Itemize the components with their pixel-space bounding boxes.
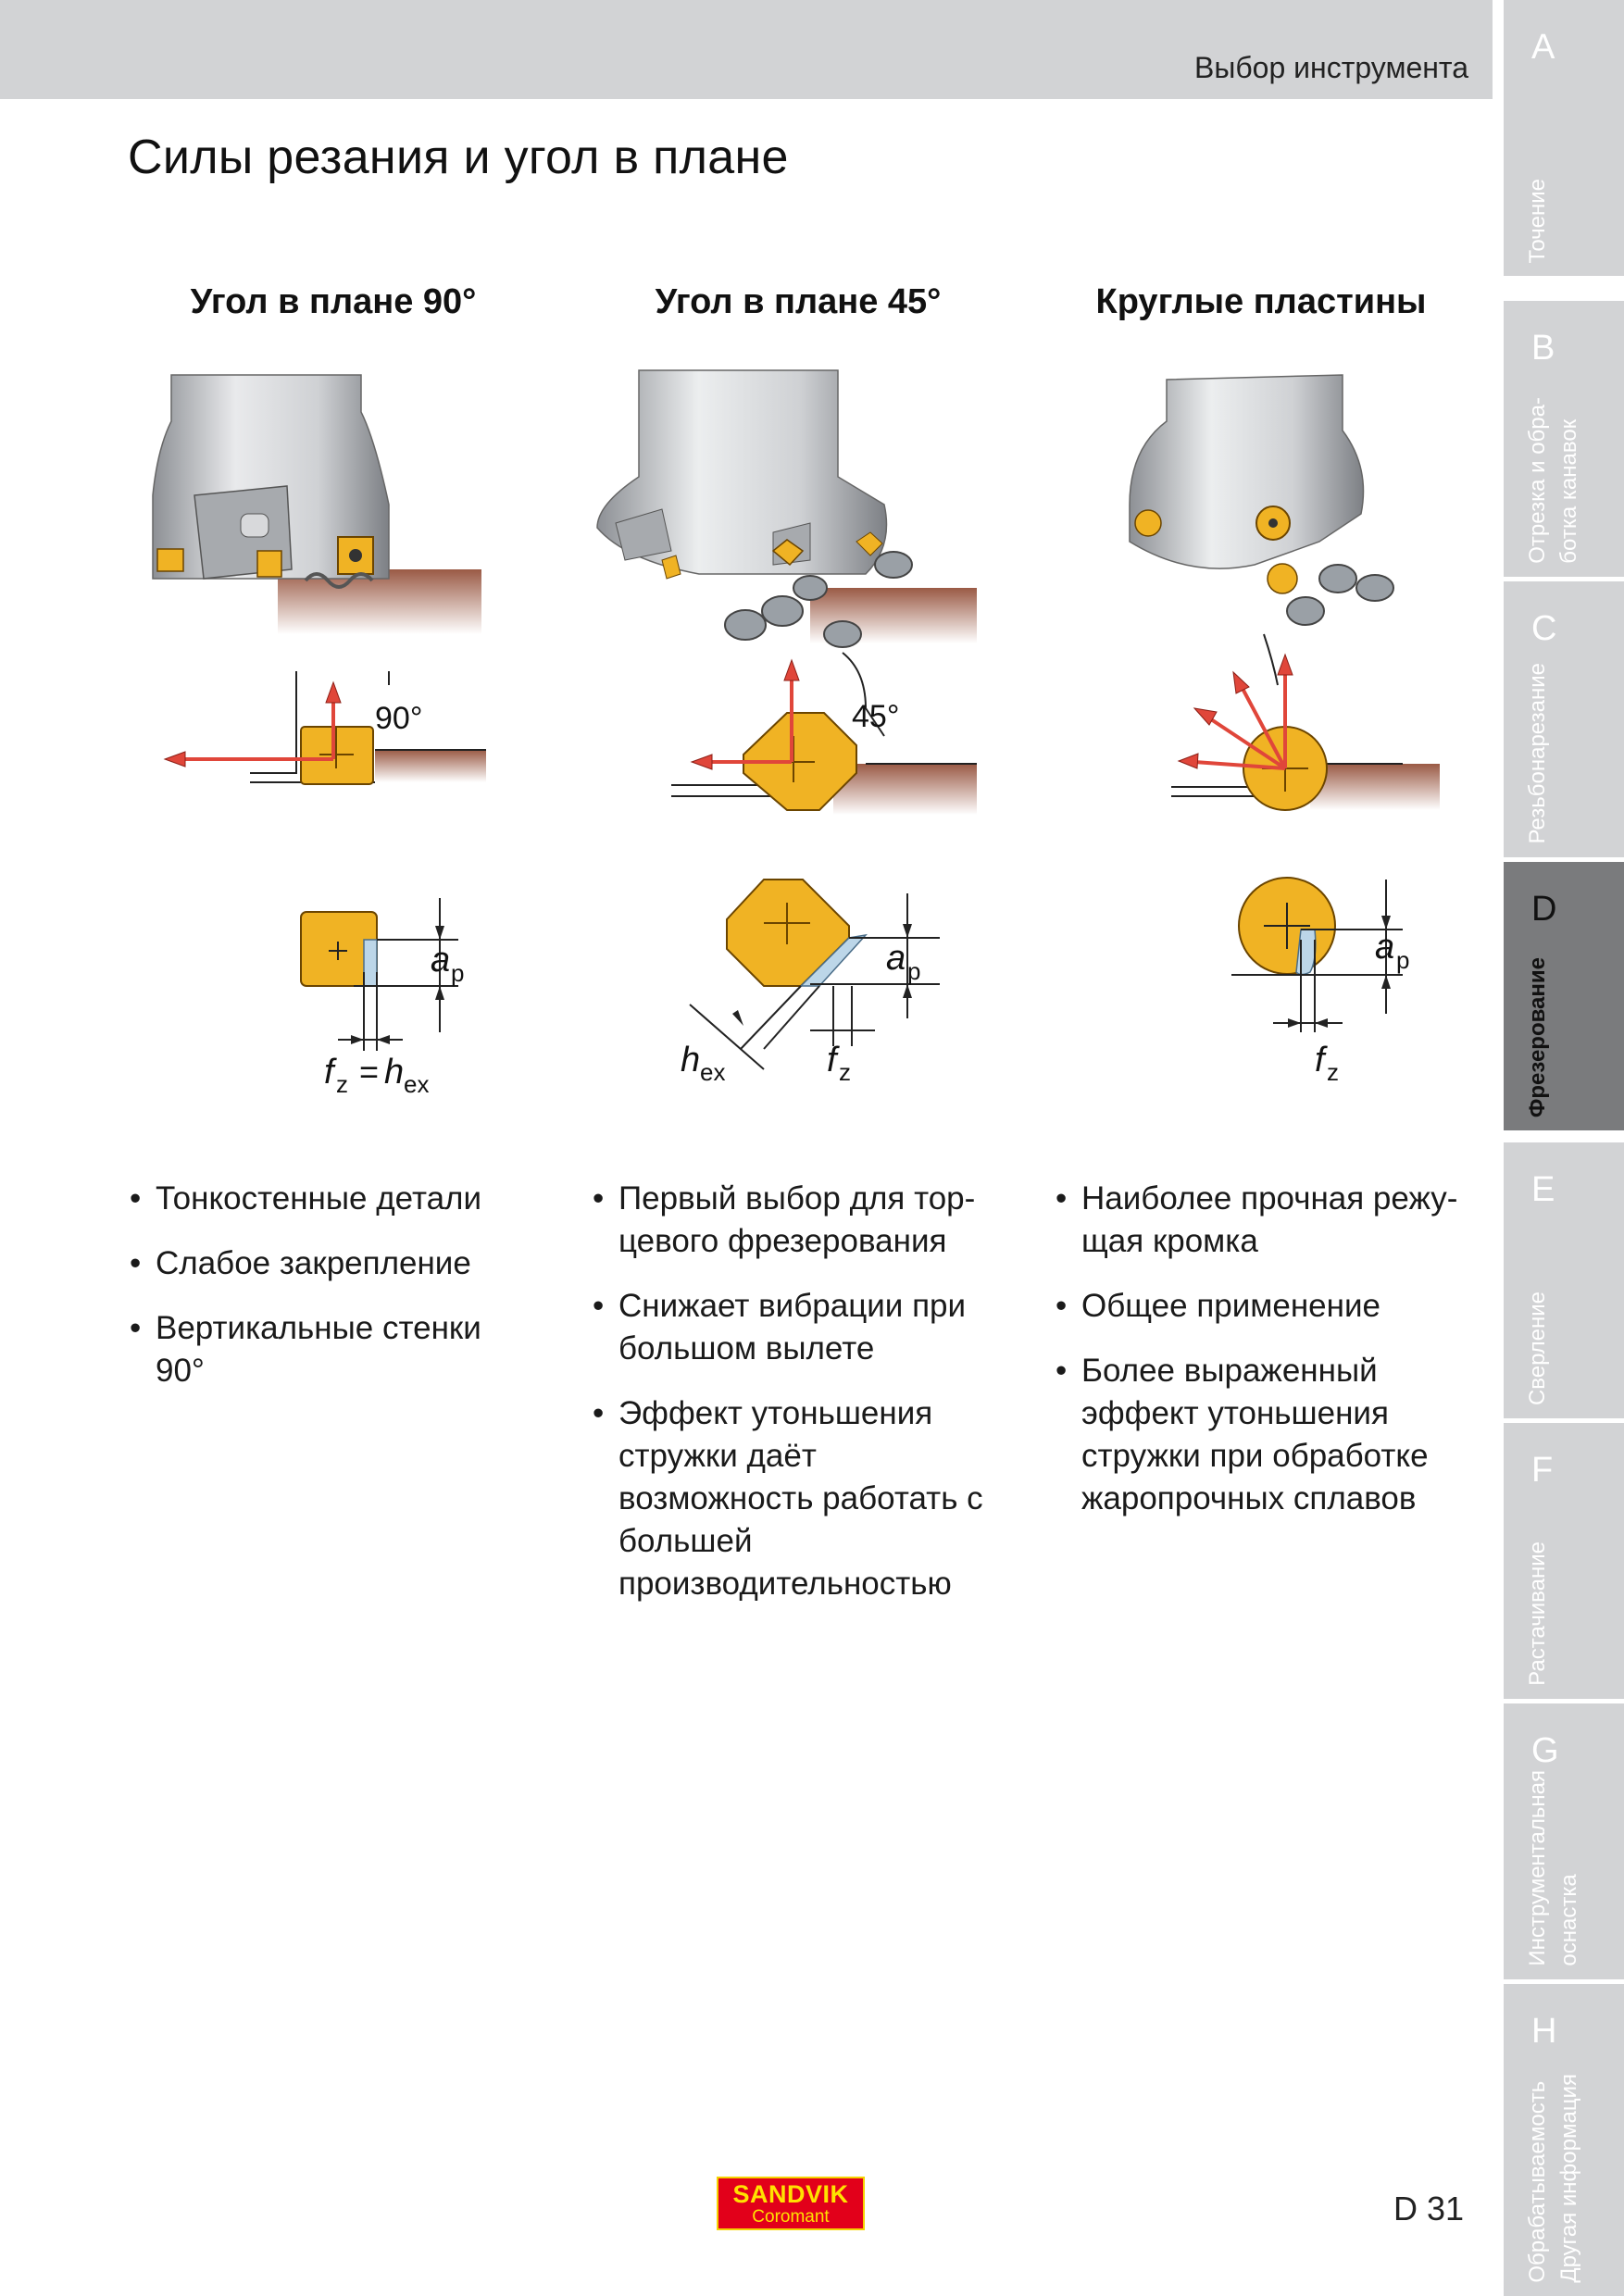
sidebar-item-parting-grooving[interactable]: B Отрезка и обра- ботка канавок — [1504, 301, 1624, 577]
svg-text:z: z — [839, 1058, 851, 1086]
sidebar-item-tool-holding[interactable]: G Инструментальная оснастка — [1504, 1703, 1624, 1979]
svg-text:p: p — [451, 959, 465, 987]
svg-text:h: h — [681, 1041, 701, 1079]
list-item: • Наиболее прочная режу-щая кромка — [1054, 1178, 1475, 1263]
svg-text:z: z — [1327, 1058, 1339, 1086]
svg-text:a: a — [1375, 928, 1395, 967]
insert-icon — [157, 549, 183, 571]
chapter-sidebar — [1504, 0, 1624, 2296]
svg-text:f: f — [324, 1053, 334, 1092]
cutter-body — [1130, 375, 1364, 568]
bullet-list-90 — [128, 1178, 517, 1415]
svg-text:z: z — [336, 1070, 348, 1098]
sandvik-logo: SANDVIK Coromant — [717, 2177, 865, 2230]
sidebar-item-turning[interactable]: A Точение — [1504, 0, 1624, 276]
svg-text:p: p — [1396, 946, 1410, 974]
column-heading-round: Круглые пластины — [1095, 282, 1427, 321]
svg-text:a: a — [431, 941, 451, 980]
svg-text:f: f — [827, 1041, 837, 1079]
bullet-list-45 — [591, 1178, 998, 1628]
list-item: • Слабое закрепление — [128, 1242, 517, 1285]
svg-text:=: = — [359, 1053, 380, 1091]
angle-label: 45° — [852, 699, 900, 734]
svg-text:ex: ex — [404, 1070, 430, 1098]
bullet-list-round — [1054, 1178, 1475, 1542]
sidebar-item-drilling[interactable]: E Сверление — [1504, 1142, 1624, 1418]
svg-text:h: h — [384, 1053, 405, 1092]
sidebar-item-machinability[interactable]: H Обрабатываемость Другая информация — [1504, 1984, 1624, 2296]
column-heading-90: Угол в плане 90° — [190, 282, 477, 321]
svg-text:p: p — [907, 957, 921, 985]
svg-text:ex: ex — [700, 1058, 726, 1086]
list-item: • Общее применение — [1054, 1285, 1475, 1328]
svg-text:f: f — [1315, 1041, 1325, 1079]
list-item: • Вертикальные стенки 90° — [128, 1307, 517, 1392]
list-item: • Более выраженный эффект утоньшения стружки при обработке жаропрочных сплавов — [1054, 1350, 1475, 1520]
list-item: • Тонкостенные детали — [128, 1178, 517, 1220]
svg-text:a: a — [886, 939, 906, 978]
list-item: • Эффект утоньшения стружки даёт возможность работать с большей производительностью — [591, 1392, 998, 1605]
list-item: • Первый выбор для тор-цевого фрезерования — [591, 1178, 998, 1263]
page-number: D 31 — [1393, 2190, 1465, 2227]
page-title: Силы резания и угол в плане — [128, 131, 789, 184]
sidebar-item-boring[interactable]: F Растачивание — [1504, 1423, 1624, 1699]
column-heading-45: Угол в плане 45° — [655, 282, 942, 321]
section-title: Выбор инструмента — [1194, 51, 1468, 84]
header-bar — [0, 0, 1493, 99]
sidebar-item-milling[interactable]: D Фрезерование — [1504, 862, 1624, 1130]
angle-label: 90° — [375, 701, 423, 736]
list-item: • Снижает вибрации при большом вылете — [591, 1285, 998, 1370]
sidebar-item-threading[interactable]: C Резьбонарезание — [1504, 581, 1624, 857]
